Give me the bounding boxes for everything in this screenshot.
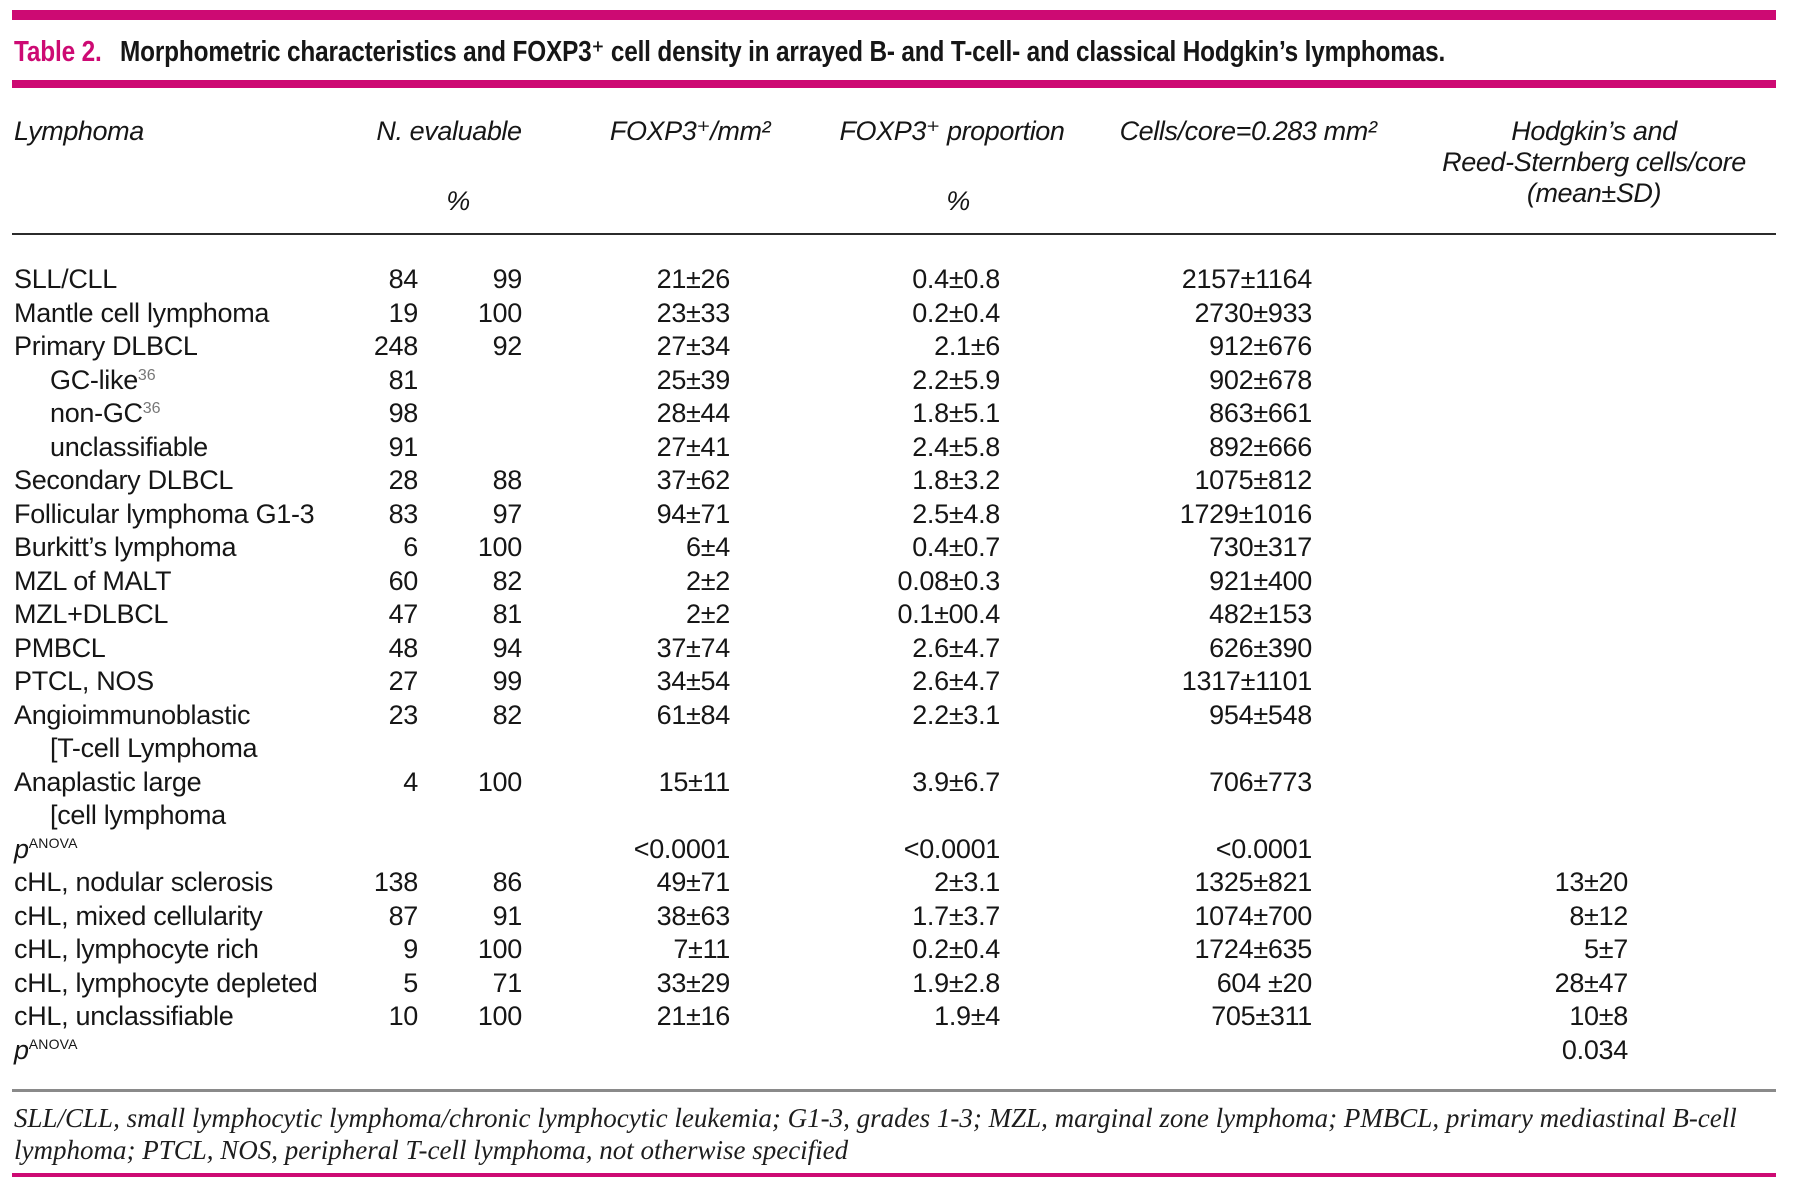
cell-hrs-cells-per-core: 5±7 [1584, 934, 1628, 965]
cell-percent: 82 [492, 565, 522, 596]
row-label [0, 866, 366, 900]
cell-n-evaluable: 10 [388, 1001, 418, 1032]
cell-hrs-cells-per-core [1312, 498, 1628, 532]
cell-cells-per-core [1000, 732, 1312, 766]
cell-foxp3-per-mm2: 21±26 [656, 264, 730, 295]
cell-percent: 97 [492, 498, 522, 529]
cell-n-evaluable: 6 [403, 532, 418, 563]
cell-cells-per-core: 1724±635 [1194, 934, 1312, 965]
table-row [0, 799, 1628, 833]
cell-n-evaluable: 23 [388, 699, 418, 730]
cell-cells-per-core: 626±390 [1209, 632, 1312, 663]
header-cells-per-core: Cells/core=0.283 mm² [1119, 116, 1377, 146]
cell-n-evaluable: 48 [388, 632, 418, 663]
row-label-text: Burkitt’s lymphoma [14, 532, 237, 563]
cell-percent: 71 [492, 967, 522, 998]
cell-n-evaluable: 91 [388, 431, 418, 462]
cell-cells-per-core: 730±317 [1209, 532, 1312, 563]
row-label-text: non-GC [50, 398, 143, 429]
cell-percent: 88 [492, 465, 522, 496]
cell-cells-per-core: 482±153 [1209, 599, 1312, 630]
cell-percent: 81 [492, 599, 522, 630]
table-row [0, 498, 1628, 532]
cell-n-evaluable: 28 [388, 465, 418, 496]
cell-hrs-cells-per-core [1312, 364, 1628, 398]
row-label [0, 632, 366, 666]
row-label [0, 397, 366, 431]
anova-superscript: ANOVA [28, 1035, 78, 1052]
table-row [0, 699, 1628, 733]
cell-percent [418, 1034, 522, 1068]
cell-hrs-cells-per-core [1312, 330, 1628, 364]
cell-hrs-cells-per-core: 10±8 [1569, 1001, 1628, 1032]
cell-cells-per-core: 1325±821 [1194, 867, 1312, 898]
table-row [0, 464, 1628, 498]
cell-foxp3-per-mm2: 34±54 [656, 666, 730, 697]
cell-foxp3-proportion: 0.2±0.4 [912, 297, 1000, 328]
table-row [0, 900, 1628, 934]
table-row [0, 967, 1628, 1001]
cell-n-evaluable: 60 [388, 565, 418, 596]
header-foxp3-proportion: FOXP3⁺ proportion [839, 116, 1065, 146]
cell-n-evaluable: 9 [403, 934, 418, 965]
row-label [0, 297, 366, 331]
cell-n-evaluable: 84 [388, 264, 418, 295]
row-label [0, 1000, 366, 1034]
cell-foxp3-per-mm2 [522, 1034, 730, 1068]
cell-foxp3-per-mm2: 61±84 [656, 699, 730, 730]
row-label-text: Secondary DLBCL [14, 465, 234, 496]
cell-hrs-cells-per-core [1312, 531, 1628, 565]
bottom-rule [12, 1173, 1776, 1177]
header-n-evaluable: N. evaluable [376, 116, 522, 146]
cell-percent: 82 [492, 699, 522, 730]
header-bottom-rule [12, 233, 1776, 235]
cell-cells-per-core: 863±661 [1209, 398, 1312, 429]
cell-n-evaluable: 19 [388, 297, 418, 328]
header-hrs-line-2: Reed-Sternberg cells/core [1442, 147, 1746, 177]
cell-foxp3-proportion: 3.9±6.7 [912, 766, 1000, 797]
cell-cells-per-core: 921±400 [1209, 565, 1312, 596]
row-label-text: Anaplastic large [14, 766, 202, 797]
cell-percent [418, 732, 522, 766]
row-label-text: Follicular lymphoma G1-3 [14, 498, 315, 529]
cell-foxp3-proportion: 1.8±3.2 [912, 465, 1000, 496]
cell-hrs-cells-per-core: 28±47 [1554, 967, 1628, 998]
row-label-text: Primary DLBCL [14, 331, 198, 362]
row-label [0, 766, 366, 800]
reference-superscript: 36 [137, 366, 156, 384]
table-row [0, 632, 1628, 666]
row-label [0, 900, 366, 934]
cell-percent: 100 [477, 1001, 522, 1032]
cell-foxp3-per-mm2: 21±16 [656, 1001, 730, 1032]
cell-foxp3-proportion: 1.9±2.8 [912, 967, 1000, 998]
cell-foxp3-per-mm2 [522, 799, 730, 833]
anova-superscript: ANOVA [28, 834, 78, 851]
table-row [0, 833, 1628, 867]
cell-foxp3-proportion: 2.5±4.8 [912, 498, 1000, 529]
cell-percent: 86 [492, 867, 522, 898]
cell-percent: 100 [477, 766, 522, 797]
cell-percent [418, 364, 522, 398]
title-underline-rule [12, 80, 1776, 88]
cell-percent: 100 [477, 297, 522, 328]
cell-foxp3-proportion: 0.08±0.3 [897, 565, 1000, 596]
cell-hrs-cells-per-core: 13±20 [1554, 867, 1628, 898]
cell-foxp3-proportion: 1.8±5.1 [912, 398, 1000, 429]
cell-foxp3-proportion: 0.2±0.4 [912, 934, 1000, 965]
row-label-text: cHL, nodular sclerosis [14, 867, 274, 898]
row-label [0, 799, 366, 833]
cell-cells-per-core: 912±676 [1209, 331, 1312, 362]
cell-foxp3-proportion [730, 799, 1000, 833]
cell-foxp3-proportion: 2.2±5.9 [912, 364, 1000, 395]
row-label [0, 565, 366, 599]
cell-percent [418, 799, 522, 833]
cell-foxp3-per-mm2: <0.0001 [633, 833, 730, 864]
cell-foxp3-proportion: 2.4±5.8 [912, 431, 1000, 462]
table-row [0, 766, 1628, 800]
row-label-text: MZL+DLBCL [14, 599, 169, 630]
row-label [0, 531, 366, 565]
cell-n-evaluable: 47 [388, 599, 418, 630]
header-hrs-line-3: (mean±SD) [1526, 178, 1662, 208]
row-label-text: unclassifiable [50, 431, 208, 462]
cell-hrs-cells-per-core [1312, 263, 1628, 297]
cell-foxp3-proportion: 2.2±3.1 [912, 699, 1000, 730]
cell-percent: 91 [492, 900, 522, 931]
table-row [0, 531, 1628, 565]
cell-hrs-cells-per-core [1312, 766, 1628, 800]
cell-foxp3-per-mm2: 2±2 [686, 599, 730, 630]
row-label [0, 598, 366, 632]
cell-percent [418, 397, 522, 431]
row-label [0, 967, 366, 1001]
cell-foxp3-per-mm2: 25±39 [656, 364, 730, 395]
row-label-text: [T-cell Lymphoma [50, 733, 258, 764]
cell-cells-per-core: 604 ±20 [1216, 967, 1312, 998]
cell-foxp3-per-mm2: 2±2 [686, 565, 730, 596]
cell-cells-per-core: 1075±812 [1194, 465, 1312, 496]
cell-n-evaluable: 87 [388, 900, 418, 931]
row-label [0, 364, 366, 398]
row-label-text: MZL of MALT [14, 565, 172, 596]
cell-n-evaluable: 98 [388, 398, 418, 429]
cell-foxp3-per-mm2: 38±63 [656, 900, 730, 931]
cell-cells-per-core: 1729±1016 [1179, 498, 1312, 529]
cell-n-evaluable: 248 [373, 331, 418, 362]
row-label-text: PTCL, NOS [14, 666, 154, 697]
cell-percent: 94 [492, 632, 522, 663]
table-row [0, 297, 1628, 331]
cell-percent: 99 [492, 666, 522, 697]
cell-foxp3-proportion: 1.7±3.7 [912, 900, 1000, 931]
data-table [0, 263, 1628, 1067]
cell-foxp3-per-mm2: 6±4 [686, 532, 730, 563]
cell-n-evaluable: 27 [388, 666, 418, 697]
cell-foxp3-per-mm2: 15±11 [658, 766, 730, 797]
cell-hrs-cells-per-core [1312, 565, 1628, 599]
header-proportion-percent: % [946, 186, 970, 216]
cell-cells-per-core [1000, 1034, 1312, 1068]
cell-cells-per-core: 1074±700 [1194, 900, 1312, 931]
row-label [0, 1034, 366, 1068]
cell-foxp3-proportion: 2.1±6 [934, 331, 1000, 362]
row-label-text: cHL, lymphocyte depleted [14, 967, 318, 998]
cell-foxp3-proportion [730, 732, 1000, 766]
cell-cells-per-core: 902±678 [1209, 364, 1312, 395]
cell-n-evaluable: 81 [388, 364, 418, 395]
top-rule [12, 10, 1776, 20]
cell-cells-per-core [1000, 799, 1312, 833]
table-row [0, 364, 1628, 398]
row-label-text: SLL/CLL [14, 264, 117, 295]
row-label [0, 431, 366, 465]
cell-hrs-cells-per-core: 0.034 [1561, 1034, 1628, 1065]
cell-hrs-cells-per-core [1312, 297, 1628, 331]
cell-hrs-cells-per-core [1312, 732, 1628, 766]
row-label-text: cHL, unclassifiable [14, 1001, 234, 1032]
cell-hrs-cells-per-core [1312, 799, 1628, 833]
cell-foxp3-proportion [730, 1034, 1000, 1068]
cell-hrs-cells-per-core [1312, 665, 1628, 699]
footnote-line-1: SLL/CLL, small lymphocytic lymphoma/chronic lymphocytic leukemia; G1-3, grades 1-3; MZL, marginal zone lymphoma; PMBCL, primary mediastinal B-cell [14, 1103, 1737, 1133]
table-row [0, 866, 1628, 900]
row-label [0, 464, 366, 498]
cell-hrs-cells-per-core [1312, 464, 1628, 498]
cell-foxp3-per-mm2: 27±41 [656, 431, 730, 462]
cell-hrs-cells-per-core [1312, 632, 1628, 666]
cell-foxp3-proportion: 0.4±0.8 [912, 264, 1000, 295]
cell-hrs-cells-per-core [1312, 598, 1628, 632]
row-label [0, 498, 366, 532]
row-label-text: p [14, 1034, 29, 1065]
footnote-line-2: lymphoma; PTCL, NOS, peripheral T-cell lymphoma, not otherwise specified [14, 1135, 849, 1165]
row-label [0, 833, 366, 867]
row-label-text: Angioimmunoblastic [14, 699, 251, 730]
table-row [0, 330, 1628, 364]
table-row [0, 565, 1628, 599]
cell-foxp3-per-mm2: 7±11 [673, 934, 730, 965]
cell-foxp3-proportion: 1.9±4 [934, 1001, 1000, 1032]
table-row [0, 933, 1628, 967]
cell-foxp3-per-mm2: 23±33 [656, 297, 730, 328]
row-label-text: GC-like [50, 364, 138, 395]
cell-percent: 99 [492, 264, 522, 295]
table-row [0, 1000, 1628, 1034]
cell-n-evaluable: 83 [388, 498, 418, 529]
cell-foxp3-per-mm2 [522, 732, 730, 766]
cell-foxp3-per-mm2: 27±34 [656, 331, 730, 362]
row-label-text: [cell lymphoma [50, 800, 226, 831]
row-label [0, 933, 366, 967]
header-hrs-line-1: Hodgkin’s and [1511, 116, 1677, 146]
reference-superscript: 36 [142, 400, 161, 418]
cell-n-evaluable [366, 833, 418, 867]
cell-cells-per-core: 2157±1164 [1181, 264, 1312, 295]
cell-cells-per-core: 706±773 [1209, 766, 1312, 797]
cell-foxp3-proportion: 0.4±0.7 [912, 532, 1000, 563]
cell-hrs-cells-per-core: 8±12 [1569, 900, 1628, 931]
row-label-text: PMBCL [14, 632, 106, 663]
table-title [14, 34, 1445, 69]
table-row [0, 397, 1628, 431]
cell-n-evaluable [366, 799, 418, 833]
row-label [0, 732, 366, 766]
table-row [0, 263, 1628, 297]
cell-n-evaluable: 138 [373, 867, 418, 898]
cell-percent: 100 [477, 532, 522, 563]
cell-foxp3-per-mm2: 28±44 [656, 398, 730, 429]
table-row [0, 665, 1628, 699]
table-caption: Morphometric characteristics and FOXP3⁺ cell density in arrayed B- and T-cell- and classical Hodgkin’s lymphomas. [120, 36, 1446, 68]
row-label-text: p [14, 833, 29, 864]
cell-foxp3-proportion: 2.6±4.7 [912, 666, 1000, 697]
cell-percent: 92 [492, 331, 522, 362]
cell-percent: 100 [477, 934, 522, 965]
cell-percent [418, 833, 522, 867]
cell-n-evaluable: 4 [403, 766, 418, 797]
row-label [0, 330, 366, 364]
cell-n-evaluable: 5 [403, 967, 418, 998]
cell-foxp3-per-mm2: 33±29 [656, 967, 730, 998]
header-lymphoma: Lymphoma [14, 116, 144, 146]
header-hodgkin-rs-cells [1442, 116, 1746, 209]
table-row [0, 431, 1628, 465]
row-label-text: Mantle cell lymphoma [14, 297, 270, 328]
row-label-text: cHL, mixed cellularity [14, 900, 263, 931]
cell-cells-per-core: 954±548 [1209, 699, 1312, 730]
cell-percent [418, 431, 522, 465]
header-n-percent: % [446, 186, 470, 216]
table-row [0, 598, 1628, 632]
table-row [0, 1034, 1628, 1068]
cell-foxp3-per-mm2: 94±71 [656, 498, 730, 529]
cell-foxp3-per-mm2: 37±74 [656, 632, 730, 663]
cell-n-evaluable [366, 1034, 418, 1068]
cell-foxp3-per-mm2: 49±71 [656, 867, 730, 898]
cell-hrs-cells-per-core [1312, 833, 1628, 867]
table-number: Table 2. [14, 36, 102, 68]
footnote-top-rule [12, 1089, 1776, 1092]
row-label [0, 263, 366, 297]
row-label [0, 665, 366, 699]
footnote [14, 1102, 1737, 1166]
cell-hrs-cells-per-core [1312, 431, 1628, 465]
row-label [0, 699, 366, 733]
header-foxp3-per-mm2: FOXP3⁺/mm² [609, 116, 771, 146]
table-row [0, 732, 1628, 766]
cell-hrs-cells-per-core [1312, 699, 1628, 733]
cell-foxp3-proportion: <0.0001 [903, 833, 1000, 864]
cell-cells-per-core: 705±311 [1211, 1001, 1312, 1032]
cell-cells-per-core: 2730±933 [1194, 297, 1312, 328]
cell-cells-per-core: <0.0001 [1215, 833, 1312, 864]
cell-foxp3-proportion: 2.6±4.7 [912, 632, 1000, 663]
cell-foxp3-proportion: 2±3.1 [934, 867, 1000, 898]
cell-cells-per-core: 1317±1101 [1181, 666, 1312, 697]
row-label-text: cHL, lymphocyte rich [14, 934, 259, 965]
cell-cells-per-core: 892±666 [1209, 431, 1312, 462]
cell-foxp3-proportion: 0.1±00.4 [897, 599, 1000, 630]
cell-n-evaluable [366, 732, 418, 766]
cell-foxp3-per-mm2: 37±62 [656, 465, 730, 496]
cell-hrs-cells-per-core [1312, 397, 1628, 431]
